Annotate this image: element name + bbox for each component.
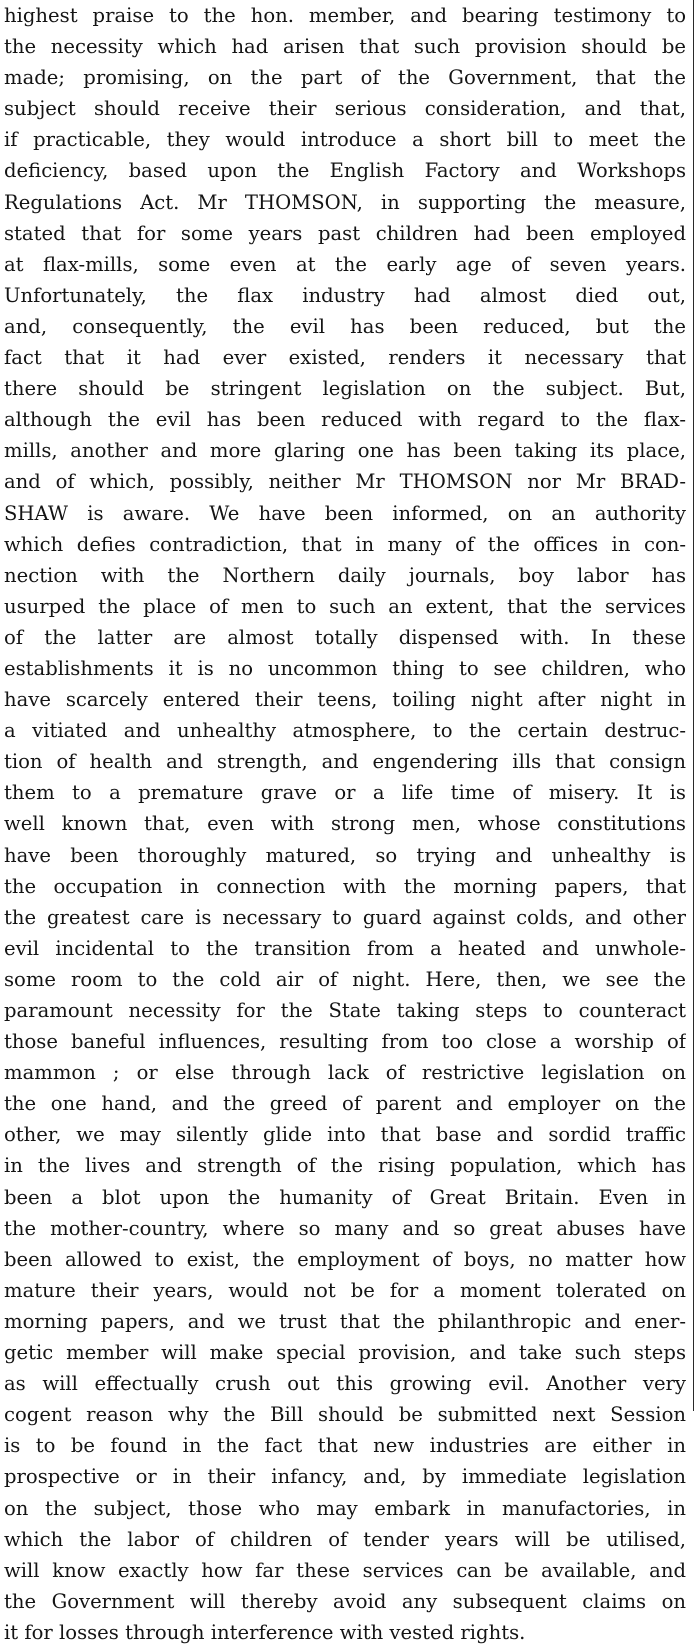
text-line: usurped the place of men to such an extent, that the services — [4, 594, 686, 618]
text-line: morning papers, and we trust that the philanthropic and ener- — [4, 1309, 686, 1333]
text-line: other, we may silently glide into that base and sordid traffic — [4, 1123, 686, 1147]
column-rule — [693, 0, 694, 1411]
text-line: a vitiated and unhealthy atmosphere, to the certain destruc- — [4, 719, 686, 743]
text-line: at flax-mills, some even at the early age of seven years. — [4, 252, 686, 276]
text-line: is to be found in the fact that new industries are either in — [4, 1434, 686, 1458]
text-line: the Government will thereby avoid any subsequent claims on — [4, 1589, 686, 1613]
text-line: deficiency, based upon the English Factory and Workshops — [4, 159, 686, 183]
text-line: mills, another and more glaring one has been taking its place, — [4, 439, 686, 463]
text-line: prospective or in their infancy, and, by immediate legislation — [4, 1465, 686, 1489]
text-line: those baneful influences, resulting from too close a worship of — [4, 1030, 686, 1054]
text-line: subject should receive their serious consideration, and that, — [4, 97, 686, 121]
text-line: getic member will make special provision, and take such steps — [4, 1341, 686, 1365]
text-line: the mother-country, where so many and so great abuses have — [4, 1216, 686, 1240]
text-line: if practicable, they would introduce a short bill to meet the — [4, 128, 686, 152]
text-line: fact that it had ever existed, renders it necessary that — [4, 346, 686, 370]
text-line: mature their years, would not be for a moment tolerated on — [4, 1278, 686, 1302]
text-line: Regulations Act. Mr THOMSON, in supporting the measure, — [4, 190, 686, 214]
text-line: in the lives and strength of the rising population, which has — [4, 1154, 686, 1178]
text-line: evil incidental to the transition from a heated and unwhole- — [4, 936, 686, 960]
text-line-last: it for losses through interference with vested rights. — [4, 1620, 526, 1644]
text-line: been a blot upon the humanity of Great Britain. Even in — [4, 1185, 686, 1209]
text-line: paramount necessity for the State taking steps to counteract — [4, 999, 686, 1022]
text-line: the occupation in connection with the morning papers, that — [4, 874, 686, 898]
text-line: have been thoroughly matured, so trying and unhealthy is — [4, 843, 686, 867]
text-line: and, consequently, the evil has been reduced, but the — [4, 314, 686, 338]
newspaper-column — [4, 0, 686, 1648]
text-line: have scarcely entered their teens, toiling night after night in — [4, 688, 686, 712]
text-line: and of which, possibly, neither Mr THOMSON nor Mr BRAD- — [4, 470, 686, 494]
text-line: cogent reason why the Bill should be submitted next Session — [4, 1403, 686, 1427]
text-line: on the subject, those who may embark in manufactories, in — [4, 1496, 686, 1520]
text-line: Unfortunately, the flax industry had almost died out, — [4, 283, 686, 307]
text-line: mammon ; or else through lack of restrictive legislation on — [4, 1061, 686, 1085]
text-line: establishments it is no uncommon thing to see children, who — [4, 656, 686, 680]
text-line: there should be stringent legislation on the subject. But, — [4, 377, 686, 401]
text-line: the necessity which had arisen that such provision should be — [4, 35, 686, 59]
text-line: which the labor of children of tender years will be utilised, — [4, 1527, 686, 1551]
text-line: tion of health and strength, and engendering ills that consign — [4, 750, 686, 774]
text-line: as will effectually crush out this growing evil. Another very — [4, 1372, 686, 1396]
text-line: will know exactly how far these services can be available, and — [4, 1558, 686, 1582]
text-line: the one hand, and the greed of parent and employer on the — [4, 1092, 686, 1116]
text-line: some room to the cold air of night. Here, then, we see the — [4, 967, 686, 991]
text-line: the greatest care is necessary to guard against colds, and other — [4, 905, 686, 929]
text-line: them to a premature grave or a life time of misery. It is — [4, 781, 686, 805]
text-line: of the latter are almost totally dispensed with. In these — [4, 625, 686, 649]
text-line: which defies contradiction, that in many of the offices in con- — [4, 532, 686, 556]
text-line: well known that, even with strong men, whose constitutions — [4, 812, 686, 836]
text-line: highest praise to the hon. member, and bearing testimony to — [4, 4, 686, 27]
text-line: stated that for some years past children had been employed — [4, 221, 686, 245]
text-line: been allowed to exist, the employment of boys, no matter how — [4, 1247, 686, 1271]
text-line: although the evil has been reduced with regard to the flax- — [4, 408, 686, 432]
text-line: made; promising, on the part of the Government, that the — [4, 66, 686, 90]
text-line: nection with the Northern daily journals, boy labor has — [4, 563, 686, 587]
text-line: SHAW is aware. We have been informed, on an authority — [4, 501, 686, 525]
